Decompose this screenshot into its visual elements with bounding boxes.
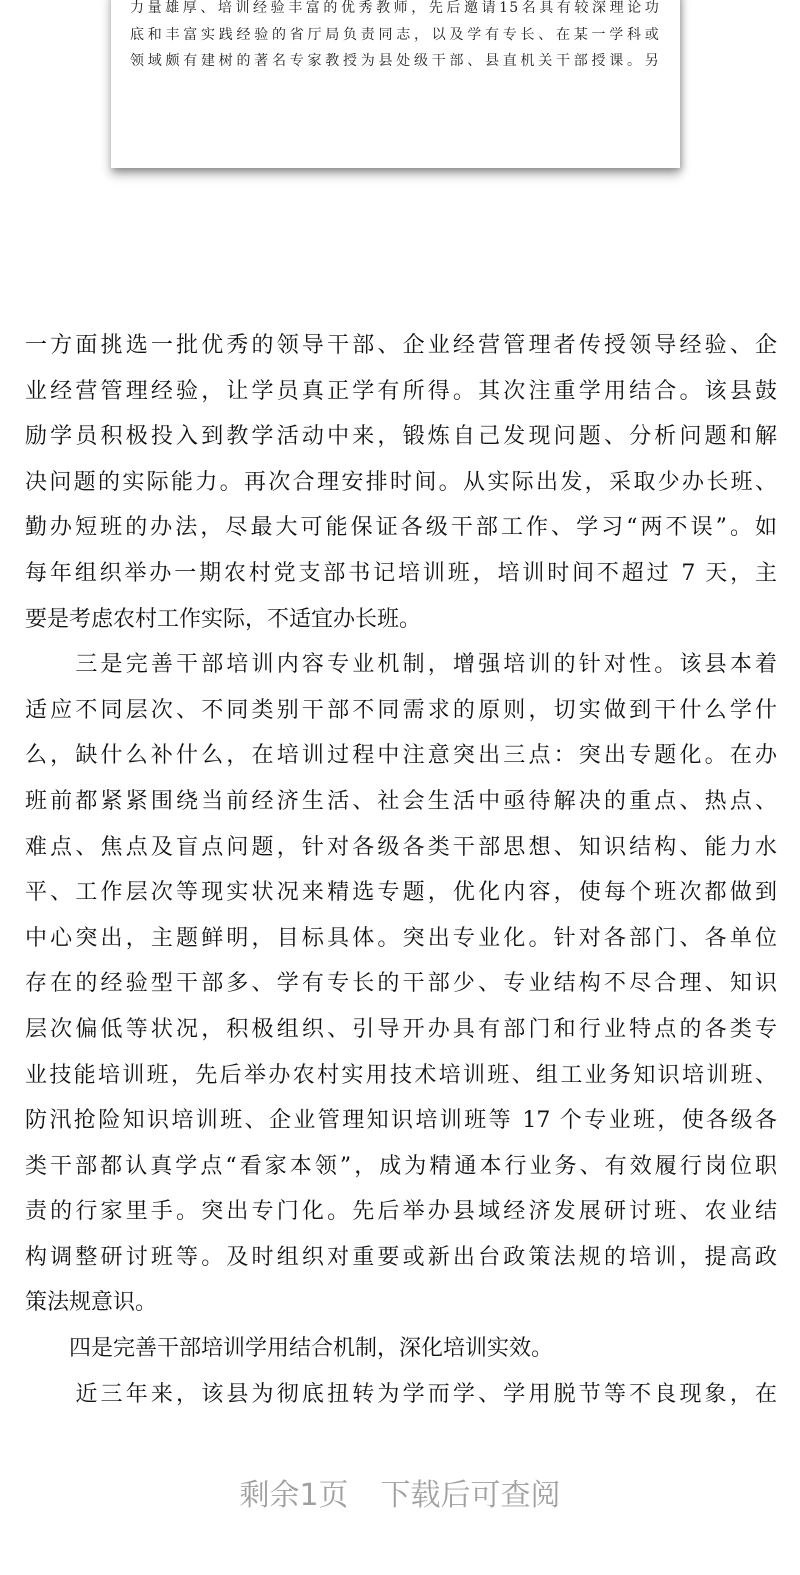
document-line: 策法规意识。 [25,1290,158,1316]
document-line: 中心突出，主题鲜明，目标具体。突出专业化。针对各部门、各单位 [25,925,777,951]
remaining-pages-label: 剩余1页 [239,1478,349,1513]
document-line: 业技能培训班，先后举办农村实用技术培训班、组工业务知识培训班、 [25,1062,777,1088]
document-line: 构调整研讨班等。及时组织对重要或新出台政策法规的培训，提高政 [25,1244,777,1270]
document-line: 四是完善干部培训学用结合机制，深化培训实效。 [25,1336,554,1362]
document-line: 责的行家里手。突出专门化。先后举办县域经济发展研讨班、农业结 [25,1199,777,1225]
document-line: 适应不同层次、不同类别干部不同需求的原则，切实做到干什么学什 [25,697,777,723]
preview-line: 底和丰富实践经验的省厅局负责同志，以及学有专长、在某一学科或 [130,27,660,43]
document-line: 平、工作层次等现实状况来精选专题，优化内容，使每个班次都做到 [25,880,777,906]
preview-line: 领域颇有建树的著名专家教授为县处级干部、县直机关干部授课。另 [130,53,660,69]
document-line: 三是完善干部培训内容专业机制，增强培训的针对性。该县本着 [25,652,777,678]
document-line: 业经营管理经验，让学员真正学有所得。其次注重学用结合。该县鼓 [25,378,777,404]
document-line: 防汛抢险知识培训班、企业管理知识培训班等 17 个专业班，使各级各 [25,1108,777,1134]
document-line: 要是考虑农村工作实际，不适宜办长班。 [25,606,422,632]
document-line: 类干部都认真学点“看家本领”，成为精通本行业务、有效履行岗位职 [25,1153,777,1179]
document-line: 励学员积极投入到教学活动中来，锻炼自己发现问题、分析问题和解 [25,424,777,450]
preview-line: 力量雄厚、培训经验丰富的优秀教师，先后邀请15名具有较深理论功 [130,0,660,16]
document-line: 班前都紧紧围绕当前经济生活、社会生活中亟待解决的重点、热点、 [25,788,777,814]
document-line: 么，缺什么补什么，在培训过程中注意突出三点：突出专题化。在办 [25,743,777,769]
document-line: 难点、焦点及盲点问题，针对各级各类干部思想、知识结构、能力水 [25,834,777,860]
document-body [25,327,777,1421]
document-line: 层次偏低等状况，积极组织、引导开办具有部门和行业特点的各类专 [25,1016,777,1042]
download-prompt[interactable] [0,1470,800,1514]
document-line: 一方面挑选一批优秀的领导干部、企业经营管理者传授领导经验、企 [25,333,777,358]
document-line: 勤办短班的办法，尽最大可能保证各级干部工作、学习“两不误”。如 [25,515,777,541]
download-hint-label: 下载后可查阅 [380,1478,561,1513]
document-line: 存在的经验型干部多、学有专长的干部少、专业结构不尽合理、知识 [25,971,777,997]
document-line: 近三年来，该县为彻底扭转为学而学、学用脱节等不良现象，在 [25,1381,777,1407]
document-line: 决问题的实际能力。再次合理安排时间。从实际出发，采取少办长班、 [25,469,777,495]
previous-page-preview [111,0,680,168]
document-line: 每年组织举办一期农村党支部书记培训班，培训时间不超过 7 天，主 [25,560,777,586]
